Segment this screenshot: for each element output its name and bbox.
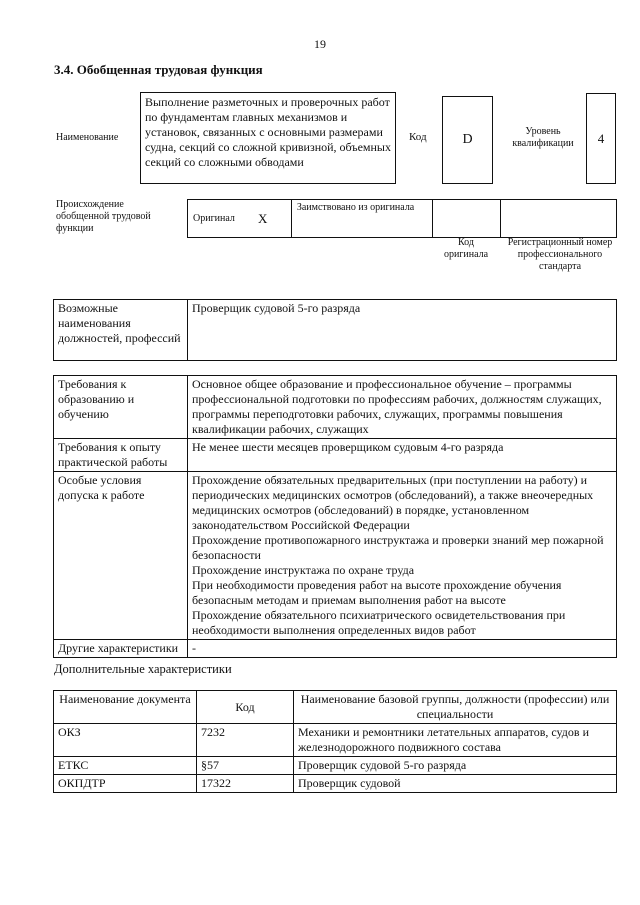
- row-doc: ЕТКС: [54, 757, 197, 775]
- row-doc: ОКПДТР: [54, 775, 197, 793]
- table-row: [54, 757, 617, 775]
- req-special-line: При необходимости проведения работ на высоте прохождение обучения безопасным методам и приемам выполнения работ на высоте: [192, 578, 562, 607]
- header-group: Наименование базовой группы, должности (профессии) или специальности: [294, 691, 617, 724]
- req-special-line: Прохождение обязательных предварительных (при поступлении на работу) и периодических медицинских осмотров (обследований), а также внеочередных медицинских осмотров (обследований) в порядке, установленном законодательством Российской Федерации: [192, 473, 594, 532]
- code-value: D: [442, 96, 493, 184]
- code-original-label: Код оригинала: [443, 237, 489, 260]
- row-code: 17322: [197, 775, 294, 793]
- req-other-label: Другие характеристики: [54, 640, 188, 658]
- req-special-line: Прохождение обязательного психиатрического освидетельствования при необходимости выполнения определенных видов работ: [192, 608, 566, 637]
- reg-number-label: Регистрационный номер профессионального стандарта: [507, 237, 613, 272]
- req-special-line: Прохождение инструктажа по охране труда: [192, 563, 415, 577]
- positions-label: Возможные наименования должностей, профессий: [54, 300, 188, 361]
- level-label: Уровень квалификации: [512, 126, 574, 149]
- req-education-label: Требования к образованию и обучению: [54, 376, 188, 439]
- borrowed-label: Заимствовано из оригинала: [291, 200, 432, 238]
- positions-table: [53, 299, 617, 361]
- level-value: 4: [586, 93, 616, 184]
- original-mark: X: [253, 200, 291, 238]
- original-label: Оригинал: [188, 200, 253, 238]
- row-group: Проверщик судовой 5-го разряда: [294, 757, 617, 775]
- table-row: [54, 724, 617, 757]
- code-original-cell: [432, 200, 501, 238]
- header-doc: Наименование документа: [54, 691, 197, 724]
- header-code: Код: [197, 691, 294, 724]
- req-experience-value: Не менее шести месяцев проверщиком судовым 4-го разряда: [188, 439, 617, 472]
- table-row: [54, 775, 617, 793]
- origin-table: [187, 199, 617, 238]
- origin-label: Происхождение обобщенной трудовой функции: [56, 199, 151, 234]
- req-special-value: [188, 472, 617, 640]
- row-code: 7232: [197, 724, 294, 757]
- req-education-value: Основное общее образование и профессиональное обучение – программы профессиональной подготовки по профессиям рабочих, должностям служащих, программы переподготовки рабочих, служащих, программы повышения квалификации рабочих, служащих: [188, 376, 617, 439]
- row-group: Проверщик судовой: [294, 775, 617, 793]
- name-label: Наименование: [56, 132, 119, 143]
- row-doc: ОКЗ: [54, 724, 197, 757]
- req-experience-label: Требования к опыту практической работы: [54, 439, 188, 472]
- row-group: Механики и ремонтники летательных аппаратов, судов и железнодорожного подвижного состава: [294, 724, 617, 757]
- code-label: Код: [409, 131, 427, 143]
- additional-table: [53, 690, 617, 793]
- requirements-table: [53, 375, 617, 658]
- row-code: §57: [197, 757, 294, 775]
- req-other-value: -: [188, 640, 617, 658]
- additional-title: Дополнительные характеристики: [54, 662, 232, 676]
- function-name: Выполнение разметочных и проверочных работ по фундаментам главных механизмов и установок, связанных с основными размерами судна, секций со сложной кривизной, объемных секций со сложными обводами: [140, 92, 396, 184]
- section-title: 3.4. Обобщенная трудовая функция: [54, 62, 263, 77]
- req-special-line: Прохождение противопожарного инструктажа и проверки знаний мер пожарной безопасности: [192, 533, 604, 562]
- positions-value: Проверщик судовой 5-го разряда: [188, 300, 617, 361]
- reg-number-cell: [501, 200, 617, 238]
- req-special-label: Особые условия допуска к работе: [54, 472, 188, 640]
- page-number: 19: [314, 37, 326, 51]
